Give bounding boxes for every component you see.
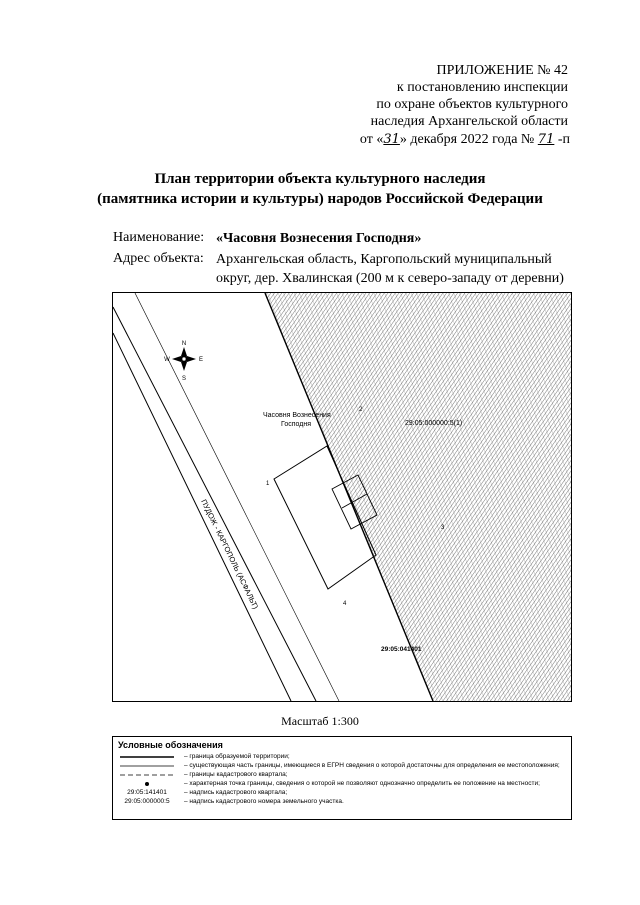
road-label: ПУДОЖ - КАРГОПОЛЬ (АСФАЛЬТ) — [199, 497, 261, 611]
address-label: Адрес объекта: — [113, 251, 204, 266]
quarter-code-label: 29:05:041401 — [381, 646, 422, 653]
appendix-line-2: к постановлению инспекции — [396, 80, 568, 95]
plan-title-line-1: План территории объекта культурного наследия — [154, 171, 486, 187]
compass-w: W — [164, 357, 170, 363]
address-line-1: Архангельская область, Каргопольский муниципальный — [216, 252, 552, 267]
map-drawing — [113, 293, 571, 701]
legend-row-territory — [118, 752, 568, 761]
point-3: 3 — [441, 525, 445, 531]
legend-symbol-parcel-code: 29:05:000000:5 — [124, 798, 170, 805]
object-label-line-1: Часовня Вознесения — [263, 412, 331, 419]
legend-text: – граница образуемой территории; — [184, 753, 290, 760]
appendix-line-3: по охране объектов культурного — [376, 97, 568, 112]
compass-rose — [172, 347, 196, 371]
legend-text: – характерная точка границы, сведения о которой не позволяют однозначно определить ее положение на местности; — [184, 780, 540, 787]
legend-text: – границы кадастрового квартала; — [184, 771, 288, 778]
road-edge-left — [113, 333, 291, 701]
legend-text: – надпись кадастрового квартала; — [184, 789, 288, 796]
legend-text: – надпись кадастрового номера земельного участка. — [184, 798, 344, 805]
legend-row-parcel-label — [118, 797, 568, 806]
road-edge-right — [113, 307, 316, 701]
legend-row-quarter — [118, 770, 568, 779]
date-day-handwritten: 31 — [383, 132, 400, 147]
compass-s: S — [181, 376, 187, 382]
legend-symbol-point — [118, 779, 176, 788]
legend-title: Условные обозначения — [118, 740, 223, 750]
legend-symbol-quarter-code: 29:05:141401 — [127, 789, 167, 796]
legend-symbol-thin — [118, 761, 176, 770]
name-label: Наименование: — [113, 230, 205, 245]
legend-text: – существующая часть границы, имеющиеся в ЕГРН сведения о которой достаточны для определения ее местоположения; — [184, 762, 560, 769]
compass-e: E — [198, 357, 204, 363]
legend-row-quarter-label — [118, 788, 568, 797]
plan-title-line-2: (памятника истории и культуры) народов Российской Федерации — [97, 191, 543, 207]
decree-number-handwritten: 71 — [537, 132, 555, 147]
point-1: 1 — [266, 481, 270, 487]
date-prefix: от « — [359, 132, 384, 147]
cadastral-parcel-texture — [265, 293, 571, 701]
point-2: 2 — [359, 407, 363, 413]
legend-symbol-dashed — [118, 770, 176, 779]
object-name: «Часовня Вознесения Господня» — [216, 231, 422, 246]
appendix-number: ПРИЛОЖЕНИЕ № 42 — [436, 63, 568, 78]
date-suffix: -п — [554, 132, 570, 147]
appendix-line-4: наследия Архангельской области — [370, 114, 568, 129]
point-4: 4 — [343, 601, 347, 607]
object-label-line-2: Господня — [281, 421, 311, 428]
map-scale: Масштаб 1:300 — [281, 714, 359, 728]
appendix-date — [360, 131, 570, 148]
address-line-2: округ, дер. Хвалинская (200 м к северо-западу от деревни) — [216, 271, 564, 286]
compass-n: N — [181, 341, 187, 347]
legend-row-existing — [118, 761, 568, 770]
legend-symbol-solid — [118, 752, 176, 761]
legend-row-point — [118, 779, 568, 788]
parcel-code-label: 29:05:000000:5(1) — [405, 420, 463, 427]
date-mid: » декабря 2022 года № — [399, 132, 538, 147]
territory-map — [112, 292, 572, 702]
